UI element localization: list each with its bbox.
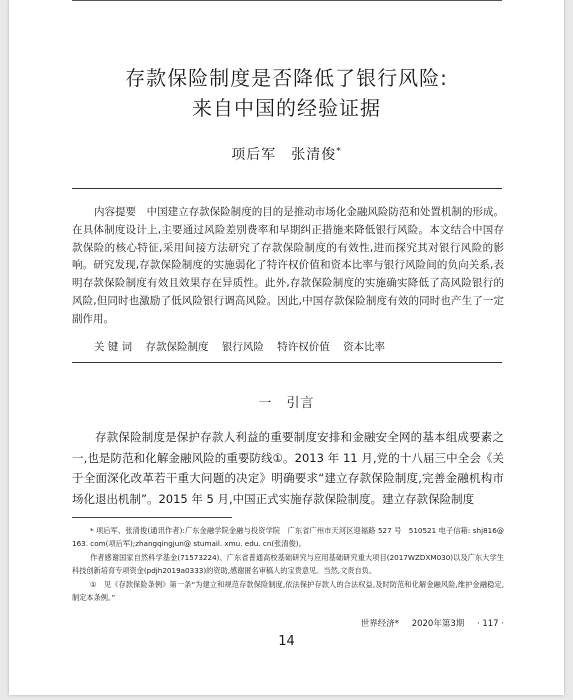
section-heading: 一 引言 (258, 396, 315, 411)
abstract-bottom-rule (72, 362, 502, 363)
author-footnote-mark: * (336, 146, 342, 157)
page-number: 14 (278, 634, 295, 649)
footnote-funding: 作者感谢国家自然科学基金(71573224)、广东省普通高校基础研究与应用基础研究重大项目(2017WZDXM030)以及广东大学生科技创新培育专项资金(pdjh2019a0333)的资助,感谢匿名审稿人的宝贵意见。当然,文责自负。 (72, 553, 504, 575)
footnote-rule (72, 517, 232, 518)
document-page (9, 0, 564, 695)
abstract-label: 内容提要 (94, 206, 137, 218)
keywords-line (94, 339, 395, 354)
journal-page: · 117 · (476, 619, 504, 629)
journal-name: 世界经济* (360, 619, 399, 629)
keywords-label: 关 键 词 (94, 341, 133, 353)
body-paragraph: 存款保险制度是保护存款人利益的重要制度安排和金融安全网的基本组成要素之一,也是防范和化解金融风险的重要防线①。2013 年 11 月,党的十八届三中全会《关于全面深化改革若干重大问题的决定》明确要求“建立存款保险制度,完善金融机构市场化退出机制”。2015 年 5 月,中国正式实施存款保险制度。建立存款保险制度 (72, 430, 504, 506)
footnote-author: * 项后军、张清俊(通讯作者):广东金融学院金融与投资学院 广东省广州市天河区迎福路 527 号 510521 电子信箱: shj816@ 163. com(项后军);zhangqingjun@ stumail. xmu. edu. cn(张清俊)。 (72, 526, 504, 548)
keyword: 存款保险制度 (145, 341, 209, 353)
keyword: 特许权价值 (277, 341, 330, 353)
journal-footer (351, 617, 504, 629)
journal-issue: 2020年第3期 (411, 619, 465, 629)
abstract (72, 204, 504, 329)
paper-title-line2: 来自中国的经验证据 (192, 96, 381, 120)
author-line (9, 144, 564, 164)
keyword: 资本比率 (343, 341, 386, 353)
top-rule (72, 0, 502, 1)
paper-title-line1: 存款保险制度是否降低了银行风险: (125, 66, 448, 90)
author-names: 项后军 张清俊 (231, 147, 337, 163)
footnotes (72, 525, 504, 607)
abstract-top-rule (72, 188, 502, 189)
abstract-text: 中国建立存款保险制度的目的是推动市场化金融风险防范和处置机制的形成。在具体制度设计上,主要通过风险差别费率和早期纠正措施来降低银行风险。本文结合中国存款保险的核心特征,采用间接方法研究了存款保险制度的有效性,进而探究其对银行风险的影响。研究发现,存款保险制度的实施弱化了特许权价值和资本比率与银行风险间的负向关系,表明存款保险制度有效且效果存在异质性。此外,存款保险制度的实施确实降低了高风险银行的风险,但同时也激励了低风险银行调高风险。因此,中国存款保险制度有效的同时也产生了一定副作用。 (72, 206, 505, 325)
footnote-1: ① 见《存款保险条例》第一条“为建立和规范存款保险制度,依法保护存款人的合法权益,及时防范和化解金融风险,维护金融稳定,制定本条例。” (72, 580, 504, 602)
keyword: 银行风险 (221, 341, 264, 353)
